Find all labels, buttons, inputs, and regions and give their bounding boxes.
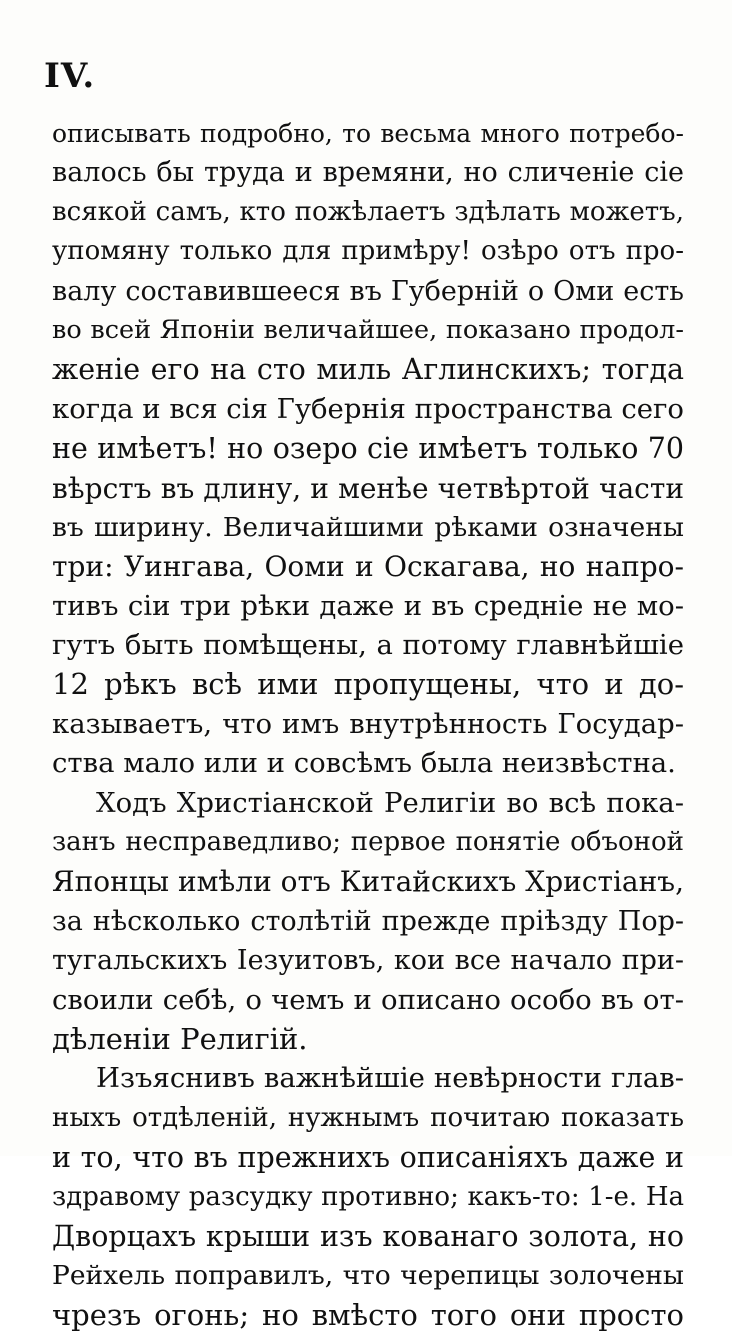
text-line: не имѣетъ! но озеро сіе имѣетъ только 70: [52, 432, 684, 466]
text-line: валось бы труда и времяни, но сличеніе сіе: [52, 157, 684, 189]
text-line: здравому разсудку противно; какъ-то: 1-е. На: [52, 1181, 684, 1212]
body-text: [52, 114, 684, 1335]
text-line: ныхъ отдѣленій, нужнымъ почитаю показать: [52, 1102, 684, 1133]
text-line: и то, что въ прежнихъ описаніяхъ даже и: [52, 1141, 684, 1175]
text-line: вѣрстъ въ длину, и менѣе четвѣртой части: [52, 471, 684, 505]
text-line: чрезъ огонь; но вмѣсто того они просто: [52, 1297, 684, 1332]
text-line: занъ несправедливо; первое понятіе объоной: [52, 827, 684, 858]
text-line: въ ширину. Величайшими рѣками означены: [52, 511, 684, 543]
text-line: тивъ сіи три рѣки даже и въ средніе не мо-: [52, 589, 684, 622]
text-line: своили себѣ, о чемъ и описано особо въ от-: [52, 983, 684, 1016]
text-line: дѣленіи Религій.: [52, 1021, 308, 1056]
text-line: Ходъ Христіанской Религіи во всѣ пока-: [96, 786, 684, 819]
text-line: казываетъ, что имъ внутрѣнность Государ-: [52, 707, 684, 740]
page-number: IV.: [44, 56, 96, 96]
text-line: Дворцахъ крыши изъ кованаго золота, но: [52, 1219, 684, 1253]
text-line: 12 рѣкъ всѣ ими пропущены, что и до-: [52, 667, 684, 702]
text-line: гутъ быть помѣщены, а потому главнѣйшіе: [52, 629, 684, 662]
text-line: три: Уингава, Ооми и Оскагава, но напро-: [52, 550, 684, 584]
text-line: во всей Японіи величайшее, показано продол-: [52, 314, 684, 345]
text-line: валу составившееся въ Губерній о Оми есть: [52, 275, 684, 307]
text-line: Японцы имѣли отъ Китайскихъ Христіанъ,: [52, 865, 684, 899]
text-line: за нѣсколько столѣтій прежде пріѣзду Пор-: [52, 905, 684, 937]
text-line: тугальскихъ Іезуитовъ, кои все начало при-: [52, 945, 684, 977]
text-line: всякой самъ, кто пожѣлаетъ здѣлать можетъ,: [52, 196, 684, 227]
text-line: Рейхель поправилъ, что черепицы золочены: [52, 1260, 684, 1292]
text-line: описывать подробно, то весьма много потребо-: [52, 119, 684, 148]
text-line: женіе его на сто миль Аглинскихъ; тогда: [52, 353, 684, 387]
text-line: Изъяснивъ важнѣйшіе невѣрности глав-: [96, 1062, 684, 1095]
text-line: ства мало или и совсѣмъ была неизвѣстна.: [52, 747, 676, 780]
text-line: упомяну только для примѣру! озѣро отъ про-: [52, 236, 684, 267]
text-line: когда и вся сія Губернія пространства сего: [52, 392, 684, 425]
